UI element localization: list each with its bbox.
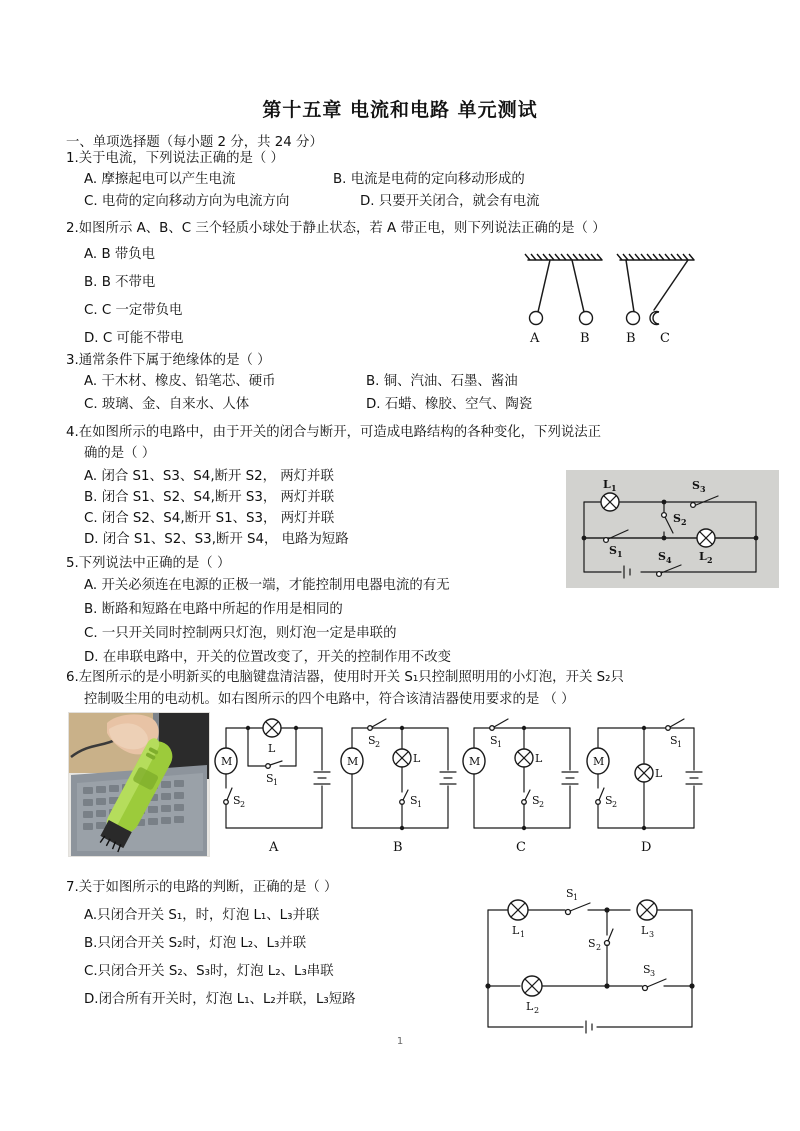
question-6-circuit-a <box>214 718 332 836</box>
question-6-option-d-label: D <box>641 840 652 855</box>
q6c-motor-label: M <box>469 755 481 768</box>
question-1-option-a: A. 摩擦起电可以产生电流 <box>84 172 236 187</box>
q6a-lamp-label: L <box>268 742 276 755</box>
q6a-s1-label: S <box>266 772 274 785</box>
svg-text:2: 2 <box>375 740 381 749</box>
question-5-stem: 5.下列说法中正确的是（ ） <box>66 556 231 571</box>
q2-label-a: A <box>530 331 540 346</box>
question-6-stem-line1: 6.左图所示的是小明新买的电脑键盘清洁器，使用时开关 S₁只控制照明用的小灯泡，开关 S₂只 <box>66 670 624 685</box>
svg-text:4: 4 <box>666 555 672 565</box>
question-5-option-a: A. 开关必须连在电源的正极一端，才能控制用电器电流的有无 <box>84 578 450 593</box>
svg-text:1: 1 <box>520 930 526 939</box>
q6b-s1-label: S <box>410 794 418 807</box>
q6c-lamp-label: L <box>535 752 543 765</box>
question-4-option-c: C. 闭合 S2、S4,断开 S1、S3， 两灯并联 <box>84 511 335 526</box>
page-number: 1 <box>396 1036 404 1047</box>
svg-text:2: 2 <box>240 800 246 809</box>
svg-text:3: 3 <box>700 484 706 494</box>
q4-label-s4: S <box>658 550 666 563</box>
svg-text:1: 1 <box>573 893 579 902</box>
q4-label-s3: S <box>692 479 700 492</box>
question-7-circuit-figure <box>470 885 770 1035</box>
svg-text:2: 2 <box>596 943 602 952</box>
question-4-option-b: B. 闭合 S1、S2、S4,断开 S3， 两灯并联 <box>84 490 335 505</box>
question-1-option-c: C. 电荷的定向移动方向为电流方向 <box>84 194 290 209</box>
svg-text:1: 1 <box>617 549 623 559</box>
q7-label-s3: S <box>643 963 651 976</box>
question-1-stem: 1.关于电流，下列说法正确的是（ ） <box>66 151 284 166</box>
svg-text:2: 2 <box>612 800 618 809</box>
question-6-circuit-b <box>340 718 458 836</box>
question-6-circuit-c <box>462 718 580 836</box>
question-3-option-c: C. 玻璃、金、自来水、人体 <box>84 397 250 412</box>
q4-label-s2: S <box>673 512 681 525</box>
svg-text:2: 2 <box>681 517 687 527</box>
question-4-circuit-figure <box>566 470 779 588</box>
question-2-figure <box>520 250 710 350</box>
question-7-stem: 7.关于如图所示的电路的判断，正确的是（ ） <box>66 880 338 895</box>
question-4-option-a: A. 闭合 S1、S3、S4,断开 S2， 两灯并联 <box>84 469 334 484</box>
question-1-option-d: D. 只要开关闭合，就会有电流 <box>360 194 540 209</box>
question-7-option-a: A.只闭合开关 S₁，时，灯泡 L₁、L₃并联 <box>84 908 320 923</box>
question-5-option-d: D. 在串联电路中，开关的位置改变了，开关的控制作用不改变 <box>84 650 451 665</box>
question-1-option-b: B. 电流是电荷的定向移动形成的 <box>333 172 525 187</box>
svg-text:1: 1 <box>497 740 503 749</box>
q7-label-s2: S <box>588 937 596 950</box>
question-6-option-c-label: C <box>516 840 526 855</box>
question-2-option-d: D. C 可能不带电 <box>84 331 184 346</box>
question-4-option-d: D. 闭合 S1、S2、S3,断开 S4， 电路为短路 <box>84 532 349 547</box>
q2-label-c: C <box>660 331 670 346</box>
svg-text:3: 3 <box>650 969 656 978</box>
question-2-option-a: A. B 带负电 <box>84 247 156 262</box>
q6c-s2-label: S <box>532 794 540 807</box>
q7-label-l3: L <box>641 924 649 937</box>
question-7-option-b: B.只闭合开关 S₂时，灯泡 L₂、L₃并联 <box>84 936 307 951</box>
question-5-option-b: B. 断路和短路在电路中所起的作用是相同的 <box>84 602 343 617</box>
q6d-lamp-label: L <box>655 767 663 780</box>
question-4-stem-line1: 4.在如图所示的电路中，由于开关的闭合与断开，可造成电路结构的各种变化，下列说法正 <box>66 425 602 440</box>
q4-label-l1: L <box>603 478 611 491</box>
svg-text:1: 1 <box>677 740 683 749</box>
svg-text:2: 2 <box>707 555 713 565</box>
question-6-stem-line2: 控制吸尘用的电动机。如右图所示的四个电路中，符合该清洁器使用要求的是 （ ） <box>84 692 575 707</box>
q7-label-l2: L <box>526 1000 534 1013</box>
svg-text:3: 3 <box>649 930 655 939</box>
svg-text:1: 1 <box>611 483 617 493</box>
q6d-motor-label: M <box>593 755 605 768</box>
svg-text:1: 1 <box>417 800 423 809</box>
question-7-option-c: C.只闭合开关 S₂、S₃时，灯泡 L₂、L₃串联 <box>84 964 334 979</box>
q2-label-b2: B <box>626 331 636 346</box>
q4-label-s1: S <box>609 544 617 557</box>
question-3-option-d: D. 石蜡、橡胶、空气、陶瓷 <box>366 397 533 412</box>
question-6-option-b-label: B <box>393 840 403 855</box>
question-5-option-c: C. 一只开关同时控制两只灯泡，则灯泡一定是串联的 <box>84 626 397 641</box>
question-4-stem-line2: 确的是（ ） <box>84 446 156 461</box>
question-3-stem: 3.通常条件下属于绝缘体的是（ ） <box>66 353 271 368</box>
q6d-s1-label: S <box>670 734 678 747</box>
svg-text:2: 2 <box>539 800 545 809</box>
question-7-option-d: D.闭合所有开关时，灯泡 L₁、L₂并联，L₃短路 <box>84 992 356 1007</box>
q6b-s2-label: S <box>368 734 376 747</box>
svg-text:2: 2 <box>534 1006 540 1015</box>
question-2-stem: 2.如图所示 A、B、C 三个轻质小球处于静止状态，若 A 带正电，则下列说法正确的是（ ） <box>66 221 606 236</box>
question-3-option-b: B. 铜、汽油、石墨、酱油 <box>366 374 518 389</box>
page-title: 第十五章 电流和电路 单元测试 <box>262 99 538 121</box>
svg-text:1: 1 <box>273 778 279 787</box>
q6d-s2-label: S <box>605 794 613 807</box>
section-heading: 一、单项选择题（每小题 2 分，共 24 分） <box>66 135 323 150</box>
q6c-s1-label: S <box>490 734 498 747</box>
question-2-option-b: B. B 不带电 <box>84 275 156 290</box>
q2-label-b1: B <box>580 331 590 346</box>
question-2-option-c: C. C 一定带负电 <box>84 303 183 318</box>
q6a-motor-label: M <box>221 755 233 768</box>
q7-label-l1: L <box>512 924 520 937</box>
q6a-s2-label: S <box>233 794 241 807</box>
question-3-option-a: A. 干木材、橡皮、铅笔芯、硬币 <box>84 374 276 389</box>
q7-label-s1: S <box>566 887 574 900</box>
q6b-lamp-label: L <box>413 752 421 765</box>
q6b-motor-label: M <box>347 755 359 768</box>
question-6-cleaner-photo <box>68 712 210 857</box>
question-6-circuit-d <box>586 718 704 836</box>
question-6-option-a-label: A <box>269 840 279 855</box>
q4-label-l2: L <box>699 550 707 563</box>
